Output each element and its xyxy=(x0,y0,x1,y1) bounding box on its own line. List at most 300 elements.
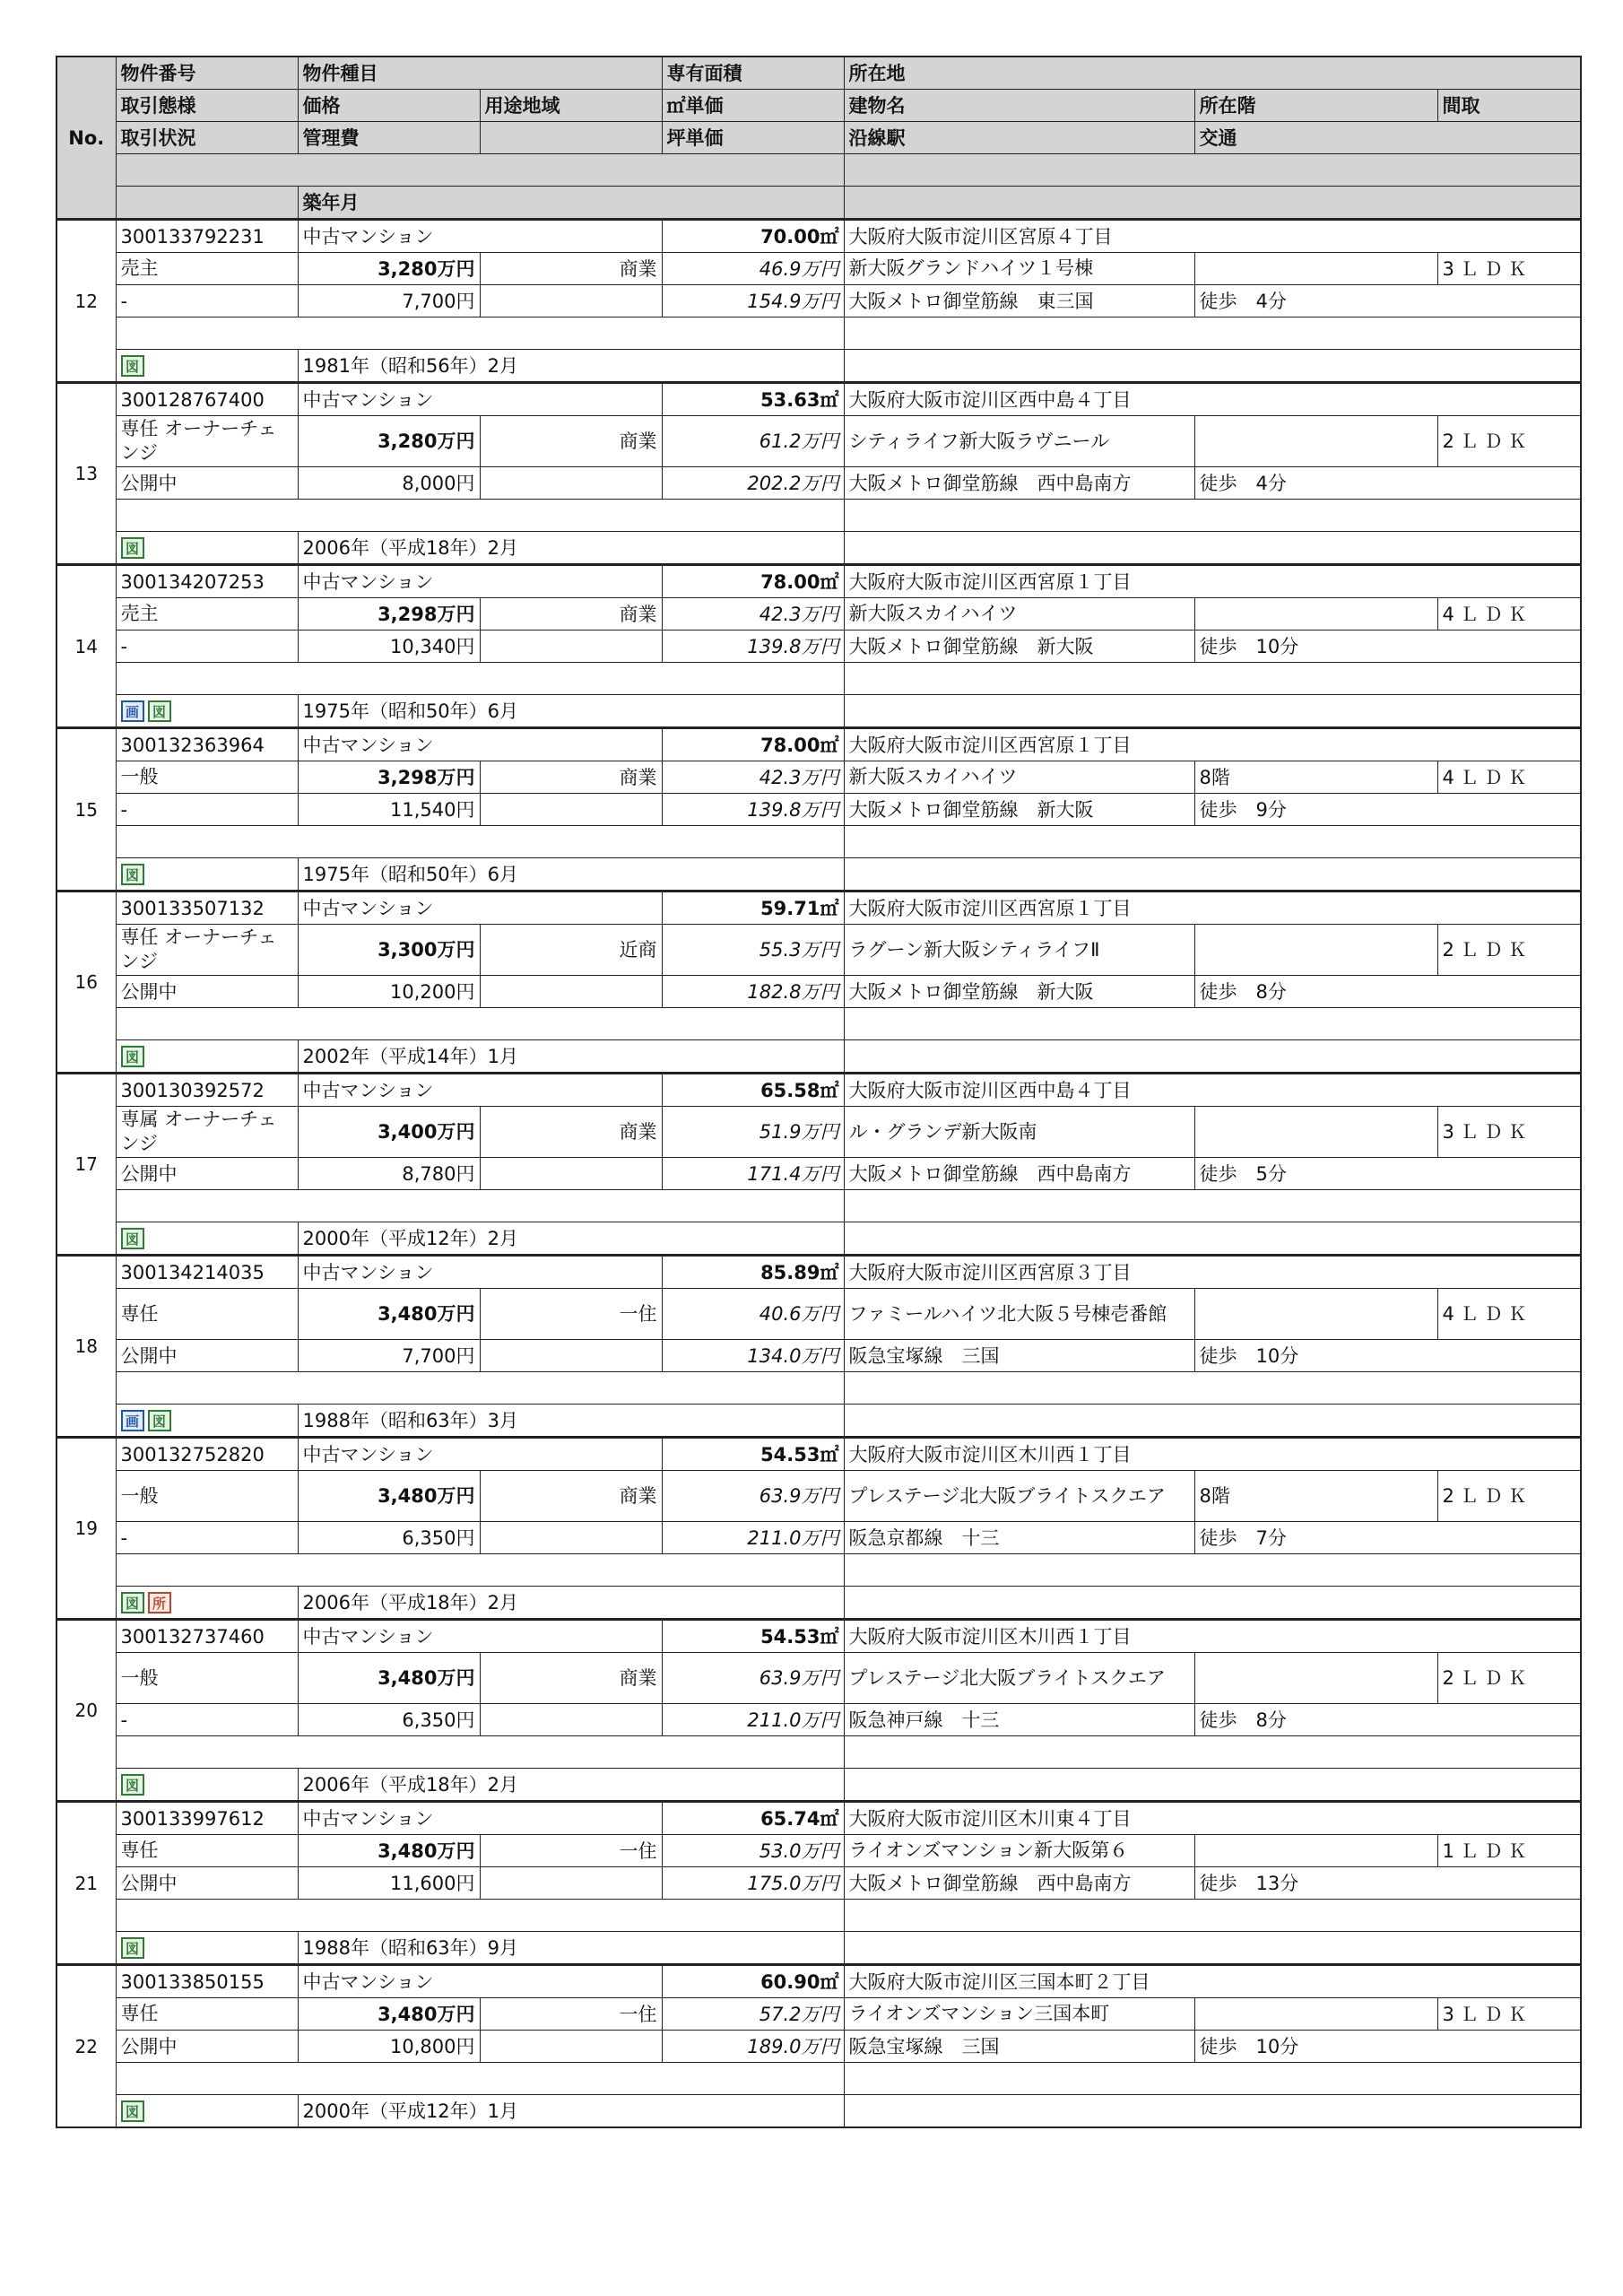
blank-cell xyxy=(844,1222,1581,1256)
deal-type: 専任 オーナーチェンジ xyxy=(116,925,298,976)
blank-row xyxy=(844,1900,1581,1932)
layout: 2ＬＤＫ xyxy=(1437,416,1581,467)
area: 85.89㎡ xyxy=(662,1256,844,1289)
built-month: 2月 xyxy=(487,536,519,559)
blank-row xyxy=(844,1736,1581,1769)
tsubo-price: 154.9万円 xyxy=(662,285,844,317)
building-name: プレステージ北大阪ブライトスクエア xyxy=(844,1653,1194,1704)
access: 徒歩 4分 xyxy=(1194,467,1581,500)
management-fee: 10,200円 xyxy=(298,976,480,1008)
tsubo-price: 211.0万円 xyxy=(662,1522,844,1554)
address: 大阪府大阪市淀川区三国本町２丁目 xyxy=(844,1965,1581,1998)
record-icons xyxy=(116,2095,298,2128)
built-date xyxy=(298,532,844,565)
access: 徒歩 9分 xyxy=(1194,794,1581,826)
header-building-name: 建物名 xyxy=(844,90,1194,122)
built-year: 2006年（平成18年） xyxy=(302,536,488,559)
property-id: 300133997612 xyxy=(116,1802,298,1835)
access: 徒歩 10分 xyxy=(1194,2031,1581,2063)
property-id: 300133507132 xyxy=(116,891,298,925)
built-month: 2月 xyxy=(487,1227,519,1249)
layout: 3ＬＤＫ xyxy=(1437,253,1581,285)
layout: 4ＬＤＫ xyxy=(1437,761,1581,794)
address: 大阪府大阪市淀川区西宮原１丁目 xyxy=(844,891,1581,925)
header-blank xyxy=(844,187,1581,220)
blank-row xyxy=(844,1554,1581,1587)
area: 54.53㎡ xyxy=(662,1438,844,1471)
header-blank-row xyxy=(116,154,844,187)
record-icons xyxy=(116,532,298,565)
zoning: 一住 xyxy=(480,1998,662,2031)
record-number: 17 xyxy=(56,1074,116,1256)
record-number: 19 xyxy=(56,1438,116,1620)
access: 徒歩 10分 xyxy=(1194,631,1581,663)
header-access: 交通 xyxy=(1194,122,1581,154)
record-icons xyxy=(116,1040,298,1074)
tsubo-price: 134.0万円 xyxy=(662,1340,844,1372)
record-icons xyxy=(116,695,298,728)
address: 大阪府大阪市淀川区西中島４丁目 xyxy=(844,1074,1581,1107)
sqm-price: 51.9万円 xyxy=(662,1107,844,1158)
property-type: 中古マンション xyxy=(298,565,662,598)
header-zoning: 用途地域 xyxy=(480,90,662,122)
header-built-date: 築年月 xyxy=(298,187,844,220)
tsubo-price: 175.0万円 xyxy=(662,1867,844,1900)
property-id: 300134207253 xyxy=(116,565,298,598)
blank-row xyxy=(116,1190,844,1222)
blank-cell xyxy=(844,1769,1581,1802)
blank-cell xyxy=(480,467,662,500)
property-type: 中古マンション xyxy=(298,220,662,253)
sqm-price: 53.0万円 xyxy=(662,1835,844,1867)
price: 3,400万円 xyxy=(298,1107,480,1158)
zoning: 一住 xyxy=(480,1289,662,1340)
zoning: 商業 xyxy=(480,761,662,794)
floor xyxy=(1194,1289,1437,1340)
sqm-price: 40.6万円 xyxy=(662,1289,844,1340)
building-name: 新大阪スカイハイツ xyxy=(844,761,1194,794)
floor-plan-icon: 図 xyxy=(121,864,144,885)
floor xyxy=(1194,1653,1437,1704)
header-sqm-price: ㎡単価 xyxy=(662,90,844,122)
blank-cell xyxy=(480,631,662,663)
price: 3,480万円 xyxy=(298,1471,480,1522)
listing-record xyxy=(56,1965,1581,2128)
blank-cell xyxy=(844,350,1581,383)
blank-cell xyxy=(480,1867,662,1900)
area: 53.63㎡ xyxy=(662,383,844,416)
management-fee: 6,350円 xyxy=(298,1522,480,1554)
record-number: 13 xyxy=(56,383,116,565)
built-year: 1988年（昭和63年） xyxy=(302,1936,488,1959)
built-month: 2月 xyxy=(487,1773,519,1796)
blank-row xyxy=(844,826,1581,858)
building-name: ラグーン新大阪シティライフⅡ xyxy=(844,925,1194,976)
building-name: 新大阪グランドハイツ１号棟 xyxy=(844,253,1194,285)
blank-row xyxy=(116,1372,844,1405)
floor-plan-icon: 図 xyxy=(121,1228,144,1249)
blank-cell xyxy=(844,1405,1581,1438)
floor-plan-icon: 図 xyxy=(148,700,171,722)
price: 3,480万円 xyxy=(298,1835,480,1867)
blank-cell xyxy=(480,2031,662,2063)
management-fee: 7,700円 xyxy=(298,1340,480,1372)
blank-row xyxy=(116,500,844,532)
property-id: 300132737460 xyxy=(116,1620,298,1653)
property-type: 中古マンション xyxy=(298,1802,662,1835)
property-id: 300132752820 xyxy=(116,1438,298,1471)
blank-cell xyxy=(480,1522,662,1554)
header-blank xyxy=(480,122,662,154)
zoning: 一住 xyxy=(480,1835,662,1867)
deal-type: 専任 xyxy=(116,1998,298,2031)
access: 徒歩 7分 xyxy=(1194,1522,1581,1554)
address: 大阪府大阪市淀川区西宮原１丁目 xyxy=(844,565,1581,598)
management-fee: 8,000円 xyxy=(298,467,480,500)
property-type: 中古マンション xyxy=(298,383,662,416)
tsubo-price: 189.0万円 xyxy=(662,2031,844,2063)
built-month: 9月 xyxy=(487,1936,519,1959)
deal-status: 公開中 xyxy=(116,2031,298,2063)
blank-row xyxy=(844,663,1581,695)
blank-cell xyxy=(844,2095,1581,2128)
blank-row xyxy=(116,826,844,858)
management-fee: 6,350円 xyxy=(298,1704,480,1736)
address: 大阪府大阪市淀川区西宮原３丁目 xyxy=(844,1256,1581,1289)
address: 大阪府大阪市淀川区西宮原１丁目 xyxy=(844,728,1581,761)
zoning: 商業 xyxy=(480,598,662,631)
built-year: 1988年（昭和63年） xyxy=(302,1409,488,1431)
built-year: 2006年（平成18年） xyxy=(302,1591,488,1613)
header-no: No. xyxy=(56,57,116,220)
built-year: 2000年（平成12年） xyxy=(302,1227,488,1249)
layout: 1ＬＤＫ xyxy=(1437,1835,1581,1867)
built-month: 2月 xyxy=(487,354,519,377)
sqm-price: 63.9万円 xyxy=(662,1653,844,1704)
floor: 8階 xyxy=(1194,1471,1437,1522)
property-id: 300133850155 xyxy=(116,1965,298,1998)
access: 徒歩 5分 xyxy=(1194,1158,1581,1190)
building-name: ファミールハイツ北大阪５号棟壱番館 xyxy=(844,1289,1194,1340)
management-fee: 11,600円 xyxy=(298,1867,480,1900)
built-year: 2006年（平成18年） xyxy=(302,1773,488,1796)
area: 70.00㎡ xyxy=(662,220,844,253)
property-type: 中古マンション xyxy=(298,891,662,925)
access: 徒歩 13分 xyxy=(1194,1867,1581,1900)
property-type: 中古マンション xyxy=(298,1965,662,1998)
listing-record xyxy=(56,1802,1581,1965)
built-year: 1975年（昭和50年） xyxy=(302,700,488,722)
deal-status: 公開中 xyxy=(116,1867,298,1900)
property-type: 中古マンション xyxy=(298,1438,662,1471)
building-name: プレステージ北大阪ブライトスクエア xyxy=(844,1471,1194,1522)
building-name: シティライフ新大阪ラヴニール xyxy=(844,416,1194,467)
tsubo-price: 182.8万円 xyxy=(662,976,844,1008)
building-name: ル・グランデ新大阪南 xyxy=(844,1107,1194,1158)
floor xyxy=(1194,253,1437,285)
station: 大阪メトロ御堂筋線 西中島南方 xyxy=(844,1867,1194,1900)
built-year: 1975年（昭和50年） xyxy=(302,863,488,885)
sqm-price: 61.2万円 xyxy=(662,416,844,467)
built-month: 3月 xyxy=(487,1409,519,1431)
tsubo-price: 139.8万円 xyxy=(662,794,844,826)
layout: 2ＬＤＫ xyxy=(1437,925,1581,976)
floor-plan-icon: 図 xyxy=(121,355,144,377)
deal-type: 一般 xyxy=(116,761,298,794)
record-icons xyxy=(116,1769,298,1802)
record-number: 22 xyxy=(56,1965,116,2128)
layout: 3ＬＤＫ xyxy=(1437,1998,1581,2031)
deal-type: 専属 オーナーチェンジ xyxy=(116,1107,298,1158)
built-date xyxy=(298,1769,844,1802)
blank-cell xyxy=(480,1340,662,1372)
zoning: 商業 xyxy=(480,1471,662,1522)
property-id: 300134214035 xyxy=(116,1256,298,1289)
record-icons xyxy=(116,858,298,891)
deal-status: 公開中 xyxy=(116,1340,298,1372)
blank-row xyxy=(116,2063,844,2095)
station: 阪急京都線 十三 xyxy=(844,1522,1194,1554)
blank-cell xyxy=(844,1040,1581,1074)
price: 3,280万円 xyxy=(298,416,480,467)
price: 3,480万円 xyxy=(298,1998,480,2031)
header-blank-row xyxy=(844,154,1581,187)
built-date xyxy=(298,1040,844,1074)
management-fee: 7,700円 xyxy=(298,285,480,317)
floor-plan-icon: 図 xyxy=(148,1410,171,1431)
record-icons xyxy=(116,1405,298,1438)
header-layout: 間取 xyxy=(1437,90,1581,122)
floor: 8階 xyxy=(1194,761,1437,794)
sqm-price: 57.2万円 xyxy=(662,1998,844,2031)
record-icons xyxy=(116,1587,298,1620)
sqm-price: 42.3万円 xyxy=(662,598,844,631)
layout: 2ＬＤＫ xyxy=(1437,1471,1581,1522)
tsubo-price: 211.0万円 xyxy=(662,1704,844,1736)
price: 3,298万円 xyxy=(298,761,480,794)
blank-row xyxy=(844,317,1581,350)
table-header xyxy=(56,57,1581,220)
building-name: 新大阪スカイハイツ xyxy=(844,598,1194,631)
header-tsubo-price: 坪単価 xyxy=(662,122,844,154)
record-icons xyxy=(116,1932,298,1965)
station: 大阪メトロ御堂筋線 新大阪 xyxy=(844,631,1194,663)
header-property-type: 物件種目 xyxy=(298,57,662,90)
floor xyxy=(1194,1835,1437,1867)
zoning: 商業 xyxy=(480,1107,662,1158)
property-type: 中古マンション xyxy=(298,1256,662,1289)
blank-row xyxy=(116,663,844,695)
header-price: 価格 xyxy=(298,90,480,122)
built-date xyxy=(298,350,844,383)
header-blank xyxy=(116,187,298,220)
property-id: 300130392572 xyxy=(116,1074,298,1107)
floor xyxy=(1194,598,1437,631)
blank-cell xyxy=(480,1704,662,1736)
station: 大阪メトロ御堂筋線 新大阪 xyxy=(844,794,1194,826)
access: 徒歩 10分 xyxy=(1194,1340,1581,1372)
blank-cell xyxy=(480,1158,662,1190)
station: 大阪メトロ御堂筋線 東三国 xyxy=(844,285,1194,317)
record-number: 14 xyxy=(56,565,116,728)
station: 大阪メトロ御堂筋線 西中島南方 xyxy=(844,467,1194,500)
record-number: 21 xyxy=(56,1802,116,1965)
deal-status: 公開中 xyxy=(116,1158,298,1190)
header-area: 専有面積 xyxy=(662,57,844,90)
address: 大阪府大阪市淀川区西中島４丁目 xyxy=(844,383,1581,416)
header-management-fee: 管理費 xyxy=(298,122,480,154)
deal-status: - xyxy=(116,631,298,663)
management-fee: 10,340円 xyxy=(298,631,480,663)
deal-status: 公開中 xyxy=(116,976,298,1008)
built-year: 1981年（昭和56年） xyxy=(302,354,488,377)
tsubo-price: 171.4万円 xyxy=(662,1158,844,1190)
station: 大阪メトロ御堂筋線 新大阪 xyxy=(844,976,1194,1008)
building-name: ライオンズマンション新大阪第６ xyxy=(844,1835,1194,1867)
layout: 3ＬＤＫ xyxy=(1437,1107,1581,1158)
blank-cell xyxy=(844,1587,1581,1620)
price: 3,480万円 xyxy=(298,1289,480,1340)
property-type: 中古マンション xyxy=(298,1074,662,1107)
deal-type: 売主 xyxy=(116,598,298,631)
management-fee: 10,800円 xyxy=(298,2031,480,2063)
record-number: 20 xyxy=(56,1620,116,1802)
station: 阪急神戸線 十三 xyxy=(844,1704,1194,1736)
location-icon: 所 xyxy=(148,1592,171,1613)
floor xyxy=(1194,1998,1437,2031)
built-date xyxy=(298,1222,844,1256)
record-number: 12 xyxy=(56,220,116,383)
price: 3,480万円 xyxy=(298,1653,480,1704)
access: 徒歩 4分 xyxy=(1194,285,1581,317)
listing-record xyxy=(56,891,1581,1074)
built-month: 2月 xyxy=(487,1591,519,1613)
address: 大阪府大阪市淀川区木川西１丁目 xyxy=(844,1438,1581,1471)
floor xyxy=(1194,416,1437,467)
blank-row xyxy=(844,1372,1581,1405)
blank-row xyxy=(844,2063,1581,2095)
built-date xyxy=(298,2095,844,2128)
blank-row xyxy=(116,1554,844,1587)
address: 大阪府大阪市淀川区木川東４丁目 xyxy=(844,1802,1581,1835)
tsubo-price: 202.2万円 xyxy=(662,467,844,500)
property-listing-table xyxy=(56,56,1582,2128)
built-month: 1月 xyxy=(487,2100,519,2122)
zoning: 商業 xyxy=(480,1653,662,1704)
listing-record xyxy=(56,565,1581,728)
built-year: 2000年（平成12年） xyxy=(302,2100,488,2122)
blank-cell xyxy=(844,1932,1581,1965)
floor-plan-icon: 図 xyxy=(121,1592,144,1613)
property-type: 中古マンション xyxy=(298,728,662,761)
zoning: 近商 xyxy=(480,925,662,976)
area: 65.74㎡ xyxy=(662,1802,844,1835)
price: 3,280万円 xyxy=(298,253,480,285)
blank-cell xyxy=(844,695,1581,728)
deal-type: 一般 xyxy=(116,1653,298,1704)
floor-plan-icon: 図 xyxy=(121,1774,144,1796)
deal-status: - xyxy=(116,1522,298,1554)
deal-status: - xyxy=(116,794,298,826)
blank-row xyxy=(116,1736,844,1769)
listing-record xyxy=(56,220,1581,383)
built-year: 2002年（平成14年） xyxy=(302,1045,488,1067)
price: 3,300万円 xyxy=(298,925,480,976)
built-date xyxy=(298,1405,844,1438)
built-date xyxy=(298,695,844,728)
blank-row xyxy=(844,1008,1581,1040)
blank-cell xyxy=(480,285,662,317)
deal-status: - xyxy=(116,1704,298,1736)
deal-type: 専任 xyxy=(116,1289,298,1340)
sqm-price: 46.9万円 xyxy=(662,253,844,285)
blank-row xyxy=(116,1900,844,1932)
property-id: 300133792231 xyxy=(116,220,298,253)
area: 60.90㎡ xyxy=(662,1965,844,1998)
zoning: 商業 xyxy=(480,416,662,467)
layout: 2ＬＤＫ xyxy=(1437,1653,1581,1704)
price: 3,298万円 xyxy=(298,598,480,631)
area: 65.58㎡ xyxy=(662,1074,844,1107)
station: 大阪メトロ御堂筋線 西中島南方 xyxy=(844,1158,1194,1190)
built-month: 6月 xyxy=(487,700,519,722)
floor-plan-icon: 図 xyxy=(121,2100,144,2122)
listing-record xyxy=(56,1256,1581,1438)
address: 大阪府大阪市淀川区木川西１丁目 xyxy=(844,1620,1581,1653)
floor-plan-icon: 図 xyxy=(121,1937,144,1959)
header-address: 所在地 xyxy=(844,57,1581,90)
built-date xyxy=(298,858,844,891)
management-fee: 8,780円 xyxy=(298,1158,480,1190)
built-month: 6月 xyxy=(487,863,519,885)
floor xyxy=(1194,925,1437,976)
listing-record xyxy=(56,1620,1581,1802)
blank-cell xyxy=(480,976,662,1008)
sqm-price: 63.9万円 xyxy=(662,1471,844,1522)
area: 54.53㎡ xyxy=(662,1620,844,1653)
header-station: 沿線駅 xyxy=(844,122,1194,154)
access: 徒歩 8分 xyxy=(1194,976,1581,1008)
property-id: 300132363964 xyxy=(116,728,298,761)
photo-icon: 画 xyxy=(121,1410,144,1431)
blank-cell xyxy=(844,532,1581,565)
blank-cell xyxy=(844,858,1581,891)
area: 78.00㎡ xyxy=(662,565,844,598)
blank-row xyxy=(844,1190,1581,1222)
address: 大阪府大阪市淀川区宮原４丁目 xyxy=(844,220,1581,253)
header-deal-status: 取引状況 xyxy=(116,122,298,154)
sqm-price: 55.3万円 xyxy=(662,925,844,976)
header-deal-type: 取引態様 xyxy=(116,90,298,122)
record-number: 18 xyxy=(56,1256,116,1438)
floor xyxy=(1194,1107,1437,1158)
access: 徒歩 8分 xyxy=(1194,1704,1581,1736)
listing-record xyxy=(56,1074,1581,1256)
station: 阪急宝塚線 三国 xyxy=(844,1340,1194,1372)
floor-plan-icon: 図 xyxy=(121,537,144,559)
listing-sheet xyxy=(56,56,1580,2128)
blank-row xyxy=(116,1008,844,1040)
property-id: 300128767400 xyxy=(116,383,298,416)
deal-type: 専任 xyxy=(116,1835,298,1867)
layout: 4ＬＤＫ xyxy=(1437,1289,1581,1340)
deal-type: 一般 xyxy=(116,1471,298,1522)
deal-type: 売主 xyxy=(116,253,298,285)
built-month: 1月 xyxy=(487,1045,519,1067)
floor-plan-icon: 図 xyxy=(121,1046,144,1067)
sqm-price: 42.3万円 xyxy=(662,761,844,794)
photo-icon: 画 xyxy=(121,700,144,722)
